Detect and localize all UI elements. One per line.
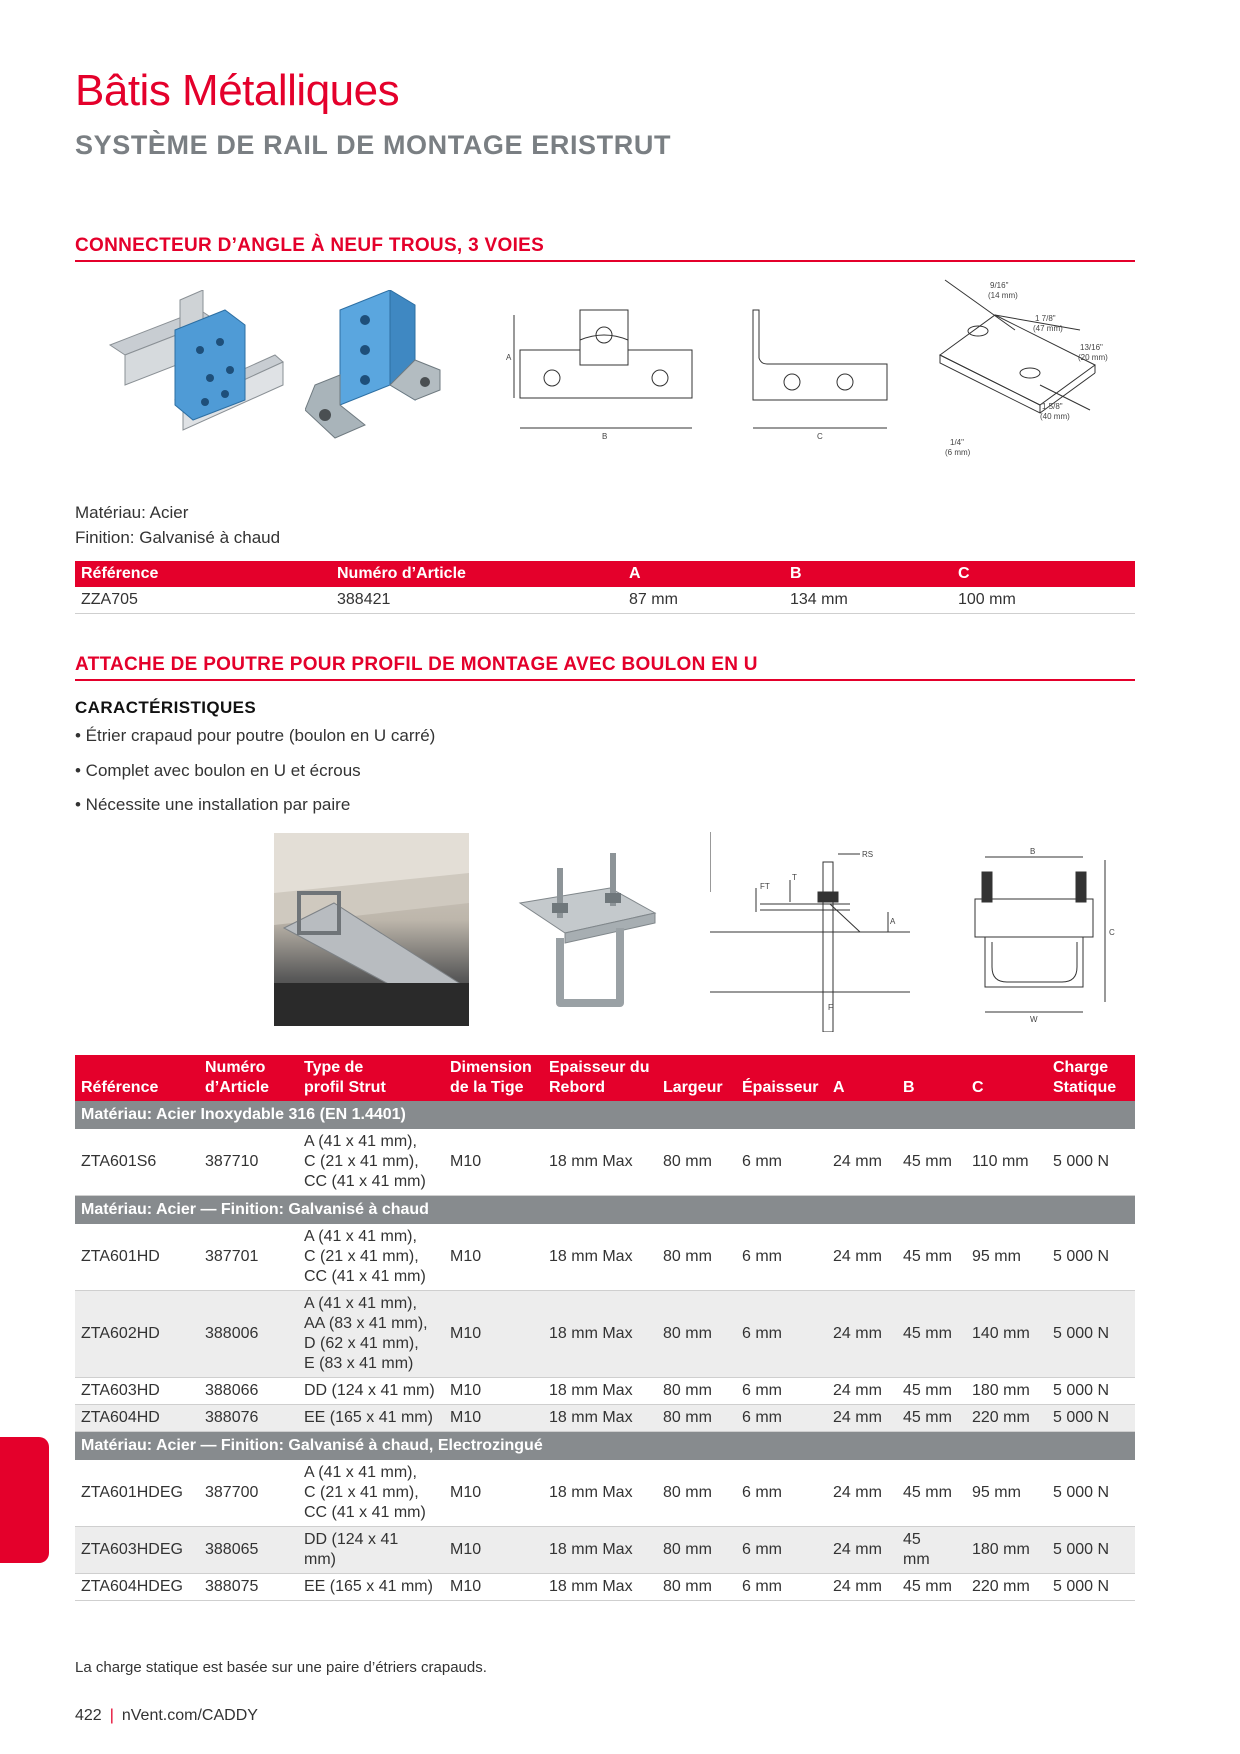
table-cell: 24 mm [827,1527,897,1574]
table-cell: 5 000 N [1047,1129,1135,1196]
table-cell: 6 mm [736,1291,827,1378]
column-header [657,1055,736,1101]
corner-connector-bracket-photo [305,290,445,440]
table-cell: 24 mm [827,1574,897,1601]
dim-label-a: A [506,353,512,362]
column-header: Référence [75,561,331,587]
material-group-row [75,1196,1135,1225]
column-header-line: profil Strut [304,1079,386,1096]
table-cell: 387700 [199,1460,298,1527]
table-header-row [75,561,1135,587]
table-cell: ZTA604HD [75,1405,199,1432]
dim-label-c: C [817,432,823,440]
dim-label-t: T [792,873,797,882]
column-header-line: B [903,1079,915,1096]
table-row [75,1460,1135,1527]
table-row [75,1378,1135,1405]
table-row [75,587,1135,614]
table-cell: 80 mm [657,1129,736,1196]
table-cell: 388066 [199,1378,298,1405]
table-cell: 18 mm Max [543,1224,657,1291]
table-cell: 388065 [199,1527,298,1574]
material-group-row [75,1101,1135,1129]
table-cell: M10 [444,1378,543,1405]
table-cell: 5 000 N [1047,1527,1135,1574]
table-cell: 387710 [199,1129,298,1196]
table-cell: DD (124 x 41 mm) [298,1527,444,1574]
table-cell: 80 mm [657,1291,736,1378]
table-header-row [75,1055,1135,1101]
page-title: Bâtis Métalliques [75,66,400,115]
table-cell: 80 mm [657,1574,736,1601]
table-row [75,1129,1135,1196]
dim-label-b: B [602,432,608,440]
chapter-tab [0,1437,49,1563]
table-cell: 45 mm [897,1405,966,1432]
dim-label-1-7-8: 1 7/8" [1035,314,1056,323]
corner-connector-spec-table [75,561,1135,614]
column-header-line: Charge [1053,1059,1109,1076]
table-cell: ZTA601HD [75,1224,199,1291]
table-cell: 388006 [199,1291,298,1378]
beam-clamp-side-drawing [710,832,910,1032]
column-header-line: Type de [304,1059,364,1076]
page-footer [75,1707,258,1725]
table-cell: 80 mm [657,1224,736,1291]
table-cell: 100 mm [952,587,1135,614]
table-cell: 24 mm [827,1129,897,1196]
table-cell: 5 000 N [1047,1378,1135,1405]
column-header-line [742,1060,821,1078]
column-header: B [784,561,952,587]
table-cell: 24 mm [827,1291,897,1378]
page-subtitle: SYSTÈME DE RAIL DE MONTAGE ERISTRUT [75,130,672,160]
table-cell: 388076 [199,1405,298,1432]
column-header-line: Référence [81,1079,159,1096]
column-header-line [903,1060,960,1078]
column-header-line: A [833,1079,845,1096]
table-cell: 180 mm [966,1378,1047,1405]
column-header-line [833,1060,891,1078]
column-header-line [663,1060,730,1078]
table-cell: ZTA601S6 [75,1129,199,1196]
table-cell: 24 mm [827,1224,897,1291]
table-cell: 5 000 N [1047,1405,1135,1432]
features-heading: CARACTÉRISTIQUES [75,698,257,717]
dim-label-13-16: 13/16" [1080,343,1103,352]
table-cell: 180 mm [966,1527,1047,1574]
feature-item: • Complet avec boulon en U et écrous [75,761,361,780]
dim-label-14mm: (14 mm) [988,291,1018,300]
table-cell: A (41 x 41 mm), C (21 x 41 mm), CC (41 x 41 mm) [298,1129,444,1196]
column-header [1047,1055,1135,1101]
table-cell: 24 mm [827,1378,897,1405]
table-cell: 45 mm [897,1527,966,1574]
section-divider [75,679,1135,681]
table-cell: A (41 x 41 mm), C (21 x 41 mm), CC (41 x 41 mm) [298,1224,444,1291]
table-cell: 45 mm [897,1129,966,1196]
table-cell: 5 000 N [1047,1460,1135,1527]
page-number: 422 [75,1707,102,1724]
table-cell: 18 mm Max [543,1129,657,1196]
beam-clamp-photo [515,848,665,1013]
column-header [298,1055,444,1101]
column-header-line [81,1060,193,1078]
finish-label: Finition: Galvanisé à chaud [75,528,281,547]
table-cell: 5 000 N [1047,1574,1135,1601]
table-cell: 6 mm [736,1378,827,1405]
table-row [75,1405,1135,1432]
dim-label-9-16: 9/16" [990,281,1009,290]
table-cell: M10 [444,1527,543,1574]
table-cell: 110 mm [966,1129,1047,1196]
table-cell: 80 mm [657,1460,736,1527]
column-header [736,1055,827,1101]
column-header-line: d’Article [205,1079,270,1096]
dim-label-rs: RS [862,850,874,859]
table-cell: 87 mm [623,587,784,614]
table-cell: EE (165 x 41 mm) [298,1574,444,1601]
corner-connector-side-drawing [745,300,895,440]
table-cell: 140 mm [966,1291,1047,1378]
column-header [897,1055,966,1101]
hole-spacing-detail-drawing [930,275,1120,475]
footer-website: nVent.com/CADDY [121,1707,258,1724]
column-header [444,1055,543,1101]
table-cell: 6 mm [736,1527,827,1574]
material-group-label: Matériau: Acier Inoxydable 316 (EN 1.4401) [75,1101,1135,1129]
table-row [75,1527,1135,1574]
table-cell: 45 mm [897,1291,966,1378]
table-cell: 45 mm [897,1460,966,1527]
feature-item: • Nécessite une installation par paire [75,795,351,814]
table-cell: M10 [444,1405,543,1432]
column-header-line: Statique [1053,1079,1117,1096]
footnote: La charge statique est basée sur une paire d’étriers crapauds. [75,1659,487,1676]
column-header: C [952,561,1135,587]
table-cell: 388421 [331,587,623,614]
table-cell: DD (124 x 41 mm) [298,1378,444,1405]
section-title-corner-connector: CONNECTEUR D’ANGLE À NEUF TROUS, 3 VOIES [75,235,545,256]
table-cell: 80 mm [657,1527,736,1574]
dim-label-40mm: (40 mm) [1040,412,1070,421]
corner-connector-front-drawing [500,300,700,440]
table-row [75,1291,1135,1378]
table-row [75,1574,1135,1601]
dim-label-47mm: (47 mm) [1033,324,1063,333]
column-header: Numéro d’Article [331,561,623,587]
dim-label-b-clamp: B [1030,847,1036,856]
table-cell: M10 [444,1129,543,1196]
table-cell: ZZA705 [75,587,331,614]
table-cell: ZTA601HDEG [75,1460,199,1527]
table-cell: 80 mm [657,1378,736,1405]
table-cell: 134 mm [784,587,952,614]
material-label: Matériau: Acier [75,503,189,522]
table-cell: A (41 x 41 mm), AA (83 x 41 mm), D (62 x 41 mm), E (83 x 41 mm) [298,1291,444,1378]
table-cell: 95 mm [966,1224,1047,1291]
column-header [543,1055,657,1101]
column-header: A [623,561,784,587]
beam-clamp-spec-table [75,1055,1135,1601]
table-cell: 24 mm [827,1460,897,1527]
table-cell: 18 mm Max [543,1378,657,1405]
section-divider [75,260,1135,262]
column-header-line: Epaisseur du [549,1059,650,1076]
dim-label-1-5-8: 1 5/8" [1042,402,1063,411]
column-header-line: de la Tige [450,1079,524,1096]
feature-item: • Étrier crapaud pour poutre (boulon en U carré) [75,726,436,745]
table-cell: 6 mm [736,1405,827,1432]
table-cell: 388075 [199,1574,298,1601]
table-cell: 6 mm [736,1224,827,1291]
table-row [75,1224,1135,1291]
table-cell: 18 mm Max [543,1460,657,1527]
table-cell: 387701 [199,1224,298,1291]
column-header-line: Rebord [549,1079,605,1096]
column-header-line: Largeur [663,1079,723,1096]
table-cell: M10 [444,1460,543,1527]
table-cell: 18 mm Max [543,1291,657,1378]
dim-label-a-clamp: A [890,917,896,926]
footer-separator: | [109,1707,114,1724]
table-cell: A (41 x 41 mm), C (21 x 41 mm), CC (41 x 41 mm) [298,1460,444,1527]
dim-label-ft: FT [760,882,770,891]
beam-clamp-installed-photo [274,833,469,1026]
beam-clamp-front-drawing [950,842,1130,1022]
table-cell: 24 mm [827,1405,897,1432]
dim-label-1-4: 1/4" [950,438,964,447]
table-cell: EE (165 x 41 mm) [298,1405,444,1432]
dim-label-f: F [828,1003,833,1012]
column-header [199,1055,298,1101]
table-cell: ZTA603HD [75,1378,199,1405]
column-header-line [972,1060,1041,1078]
table-cell: 45 mm [897,1224,966,1291]
table-cell: ZTA602HD [75,1291,199,1378]
dim-label-6mm: (6 mm) [945,448,971,457]
column-header [966,1055,1047,1101]
dim-label-w: W [1030,1015,1038,1022]
table-cell: 5 000 N [1047,1224,1135,1291]
table-cell: 45 mm [897,1574,966,1601]
table-cell: 80 mm [657,1405,736,1432]
table-cell: 18 mm Max [543,1527,657,1574]
table-cell: M10 [444,1574,543,1601]
dim-label-c-clamp: C [1109,928,1115,937]
table-cell: 220 mm [966,1574,1047,1601]
material-group-label: Matériau: Acier — Finition: Galvanisé à chaud, Electrozingué [75,1432,1135,1461]
column-header-line: Dimension [450,1059,532,1076]
table-cell: 18 mm Max [543,1405,657,1432]
column-header [827,1055,897,1101]
column-header-line: C [972,1079,984,1096]
column-header-line: Épaisseur [742,1079,819,1096]
table-cell: 6 mm [736,1129,827,1196]
column-header-line: Numéro [205,1059,266,1076]
table-cell: M10 [444,1224,543,1291]
table-cell: 220 mm [966,1405,1047,1432]
table-cell: 6 mm [736,1574,827,1601]
table-cell: M10 [444,1291,543,1378]
table-cell: 95 mm [966,1460,1047,1527]
section-title-beam-clamp: ATTACHE DE POUTRE POUR PROFIL DE MONTAGE AVEC BOULON EN U [75,654,758,675]
table-cell: 5 000 N [1047,1291,1135,1378]
table-cell: 6 mm [736,1460,827,1527]
table-cell: ZTA604HDEG [75,1574,199,1601]
dim-label-20mm: (20 mm) [1078,353,1108,362]
material-group-row [75,1432,1135,1461]
table-cell: 45 mm [897,1378,966,1405]
table-cell: 18 mm Max [543,1574,657,1601]
material-group-label: Matériau: Acier — Finition: Galvanisé à chaud [75,1196,1135,1225]
column-header [75,1055,199,1101]
table-cell: ZTA603HDEG [75,1527,199,1574]
corner-connector-assembly-photo [105,290,285,440]
